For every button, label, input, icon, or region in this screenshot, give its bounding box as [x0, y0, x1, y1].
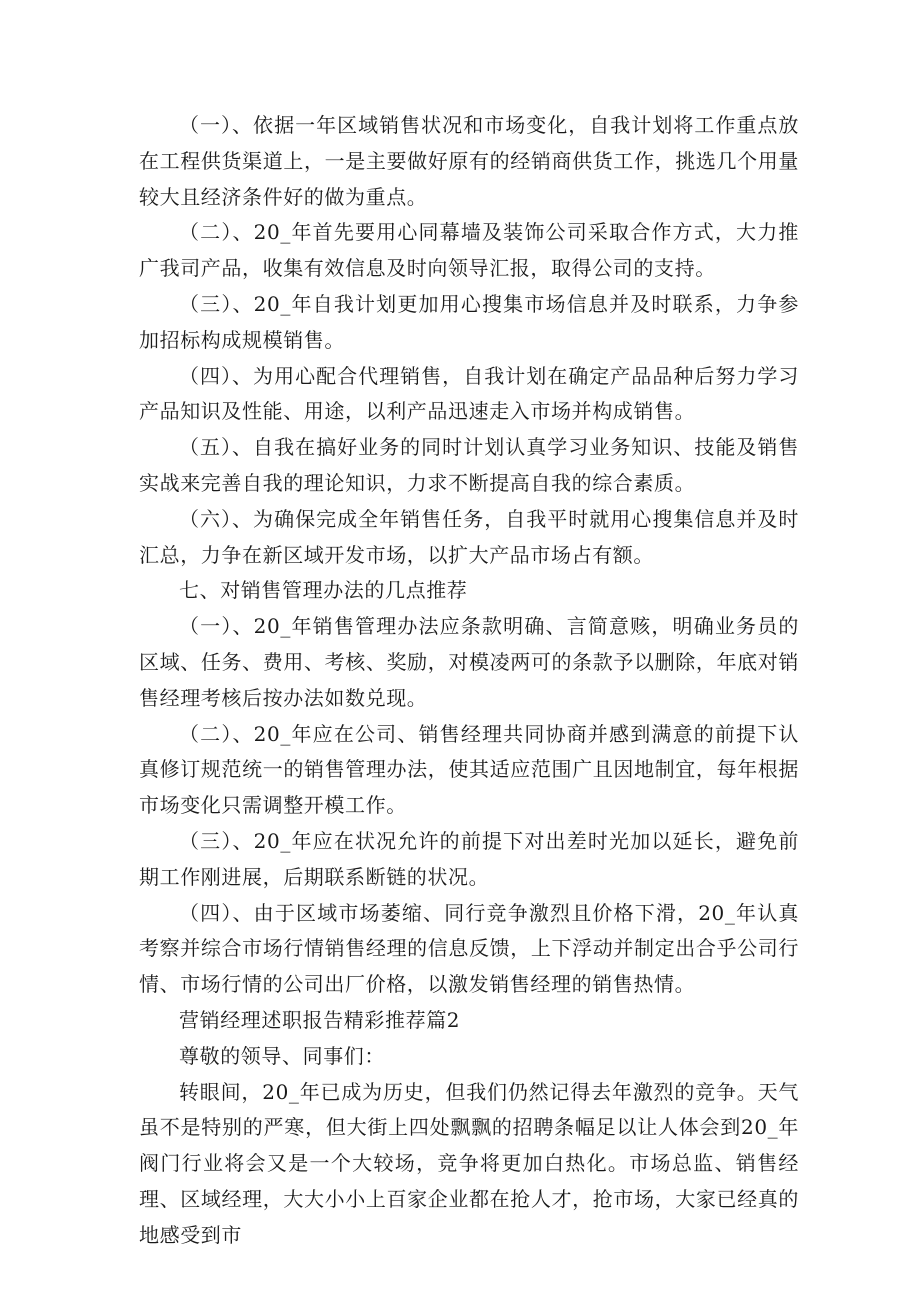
paragraph-plan-1: （一）、依据一年区域销售状况和市场变化，自我计划将工作重点放在工程供货渠道上，一是主要做好原有的经销商供货工作，挑选几个用量较大且经济条件好的做为重点。 — [139, 113, 799, 209]
document-body — [139, 108, 799, 1254]
article-title-part-2: 营销经理述职报告精彩推荐篇2 — [179, 1007, 461, 1032]
paragraph-plan-3: （三）、20_年自我计划更加用心搜集市场信息并及时联系，力争参加招标构成规模销售。 — [139, 291, 799, 352]
salutation: 尊敬的领导、同事们： — [179, 1043, 385, 1068]
paragraph-plan-2: （二）、20_年首先要用心同幕墙及装饰公司采取合作方式，大力推广我司产品，收集有效信息及时向领导汇报，取得公司的支持。 — [139, 220, 799, 281]
paragraph-recommendation-4: （四）、由于区域市场萎缩、同行竞争激烈且价格下滑，20_年认真考察并综合市场行情销售经理的信息反馈，上下浮动并制定出合乎公司行情、市场行情的公司出厂价格，以激发销售经理的销售热情。 — [139, 900, 799, 997]
paragraph-recommendation-2: （二）、20_年应在公司、销售经理共同协商并感到满意的前提下认真修订规范统一的销售管理办法，使其适应范围广且因地制宜，每年根据市场变化只需调整开模工作。 — [139, 721, 799, 818]
paragraph-plan-5: （五）、自我在搞好业务的同时计划认真学习业务知识、技能及销售实战来完善自我的理论知识，力求不断提高自我的综合素质。 — [139, 435, 799, 495]
paragraph-opening: 转眼间，20_年已成为历史，但我们仍然记得去年激烈的竞争。天气虽不是特别的严寒，但大街上四处飘飘的招聘条幅足以让人体会到20_年阀门行业将会又是一个大较场，竞争将更加白热化。市场总监、销售经理、区域经理，大大小小上百家企业都在抢人才，抢市场，大家已经真的地感受到市 — [139, 1079, 799, 1247]
paragraph-plan-4: （四）、为用心配合代理销售，自我计划在确定产品品种后努力学习产品知识及性能、用途，以利产品迅速走入市场并构成销售。 — [139, 363, 799, 424]
section-heading-recommendations: 七、对销售管理办法的几点推荐 — [179, 578, 468, 603]
paragraph-recommendation-3: （三）、20_年应在状况允许的前提下对出差时光加以延长，避免前期工作刚进展，后期联系断链的状况。 — [139, 828, 799, 889]
paragraph-plan-6: （六）、为确保完成全年销售任务，自我平时就用心搜集信息并及时汇总，力争在新区域开发市场，以扩大产品市场占有额。 — [139, 506, 799, 567]
paragraph-recommendation-1: （一）、20_年销售管理办法应条款明确、言简意赅，明确业务员的区域、任务、费用、考核、奖励，对模凌两可的条款予以删除，年底对销售经理考核后按办法如数兑现。 — [139, 614, 799, 710]
